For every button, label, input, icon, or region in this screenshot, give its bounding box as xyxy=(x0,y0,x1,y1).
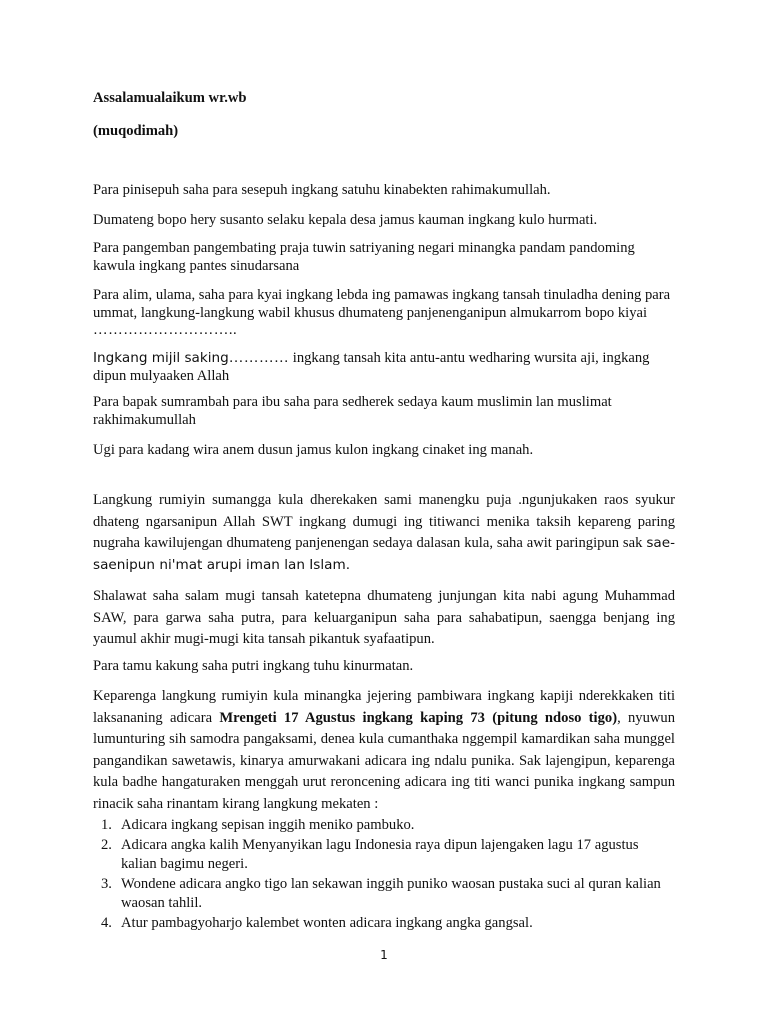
salutation-1: Para pinisepuh saha para sesepuh ingkang satuhu kinabekten rahimakumullah. xyxy=(93,182,551,198)
agenda-intro-paragraph xyxy=(93,686,675,815)
list-item-text: Atur pambagyoharjo kalembet wonten adicara ingkang angka gangsal. xyxy=(121,914,533,931)
list-item-number: 2. xyxy=(101,836,112,853)
list-item-text: Wondene adicara angko tigo lan sekawan inggih puniko waosan pustaka suci al quran kalian waosan tahlil. xyxy=(121,875,661,911)
list-item xyxy=(93,875,675,914)
opening-sans-text: sae-saenipun ni'mat arupi iman lan Islam. xyxy=(93,535,675,573)
kiyai-dots: ……………………….. xyxy=(93,322,238,338)
agenda-intro-post: , nyuwun lumunturing sih samodra pangaksami, denea kula cumanthaka nggempil kamardikan saha munggel pangandikan sawetawis, kinarya amurwakani adicara ing ndalu punika. Sak lajengipun, keparenga kula badhe hangaturaken menggah urut reroncening adicara ing titi wanci punika ingkang sampun rinacik saha rinantam kirang langkung mekaten : xyxy=(93,709,676,812)
list-item-number: 1. xyxy=(101,817,112,833)
greeting: Assalamualaikum wr.wb xyxy=(93,90,247,106)
salutation-6: Ugi para kadang wira anem dusun jamus kulon ingkang cinaket ing manah. xyxy=(93,442,534,458)
event-title: Mrengeti 17 Agustus ingkang kaping 73 (pitung ndoso tigo) xyxy=(219,709,618,726)
salutation-5: Para bapak sumrambah para ibu saha para sedherek sedaya kaum muslimin lan muslimat rakhimakumullah xyxy=(93,394,612,428)
muqodimah-label: (muqodimah) xyxy=(93,123,179,139)
salutation-mijil xyxy=(93,350,675,385)
list-item xyxy=(93,816,675,836)
agenda-intro-pre: Keparenga langkung rumiyin kula minangka jejering pambiwara ingkang kapiji nderekkaken titi laksananing adicara xyxy=(93,688,675,726)
mijil-rest: ingkang tansah kita antu-antu wedharing wursita aji, ingkang dipun mulyaaken Allah xyxy=(93,350,650,384)
salutation-4 xyxy=(93,287,675,340)
agenda-list xyxy=(93,816,675,933)
list-item-text: Adicara angka kalih Menyanyikan lagu Indonesia raya dipun lajengaken lagu 17 agustus kalian bagimu negeri. xyxy=(121,836,639,872)
opening-text: Langkung rumiyin sumangga kula dherekaken sami manengku puja .ngunjukaken raos syukur dhateng ngarsanipun Allah SWT ingkang dumugi ing titiwanci menika taksih kepareng paring nugraha kawilujengan dhumateng panjenengan sedaya dalasan kula, saha awit paringipun sak xyxy=(93,492,675,551)
opening-paragraph xyxy=(93,490,675,576)
list-item-text: Adicara ingkang sepisan inggih meniko pambuko. xyxy=(121,817,415,833)
guests-paragraph: Para tamu kakung saha putri ingkang tuhu kinurmatan. xyxy=(93,658,414,674)
mijil-dots: ………… xyxy=(228,350,290,366)
shalawat-paragraph: Shalawat saha salam mugi tansah katetepna dhumateng junjungan kita nabi agung Muhammad SAW, para garwa saha putra, para keluarganipun saha para sahabatipun, saengga benjang ing yaumul akhir mugi-mugi kita tansah pikantuk syafaatipun. xyxy=(93,588,675,647)
salutation-4-text: Para alim, ulama, saha para kyai ingkang lebda ing pamawas ingkang tansah tinuladha dening para ummat, langkung-langkung wabil khusus dhumateng panjenenganipun almukarrom bopo kiyai xyxy=(93,287,671,321)
list-item-number: 3. xyxy=(101,875,112,892)
list-item xyxy=(93,836,675,875)
list-item xyxy=(93,914,675,934)
salutation-3: Para pangemban pangembating praja tuwin satriyaning negari minangka pandam pandoming kawula ingkang pantes sinudarsana xyxy=(93,240,635,274)
list-item-number: 4. xyxy=(101,914,112,931)
mijil-sans-part: Ingkang mijil saking xyxy=(93,350,229,366)
page-number: 1 xyxy=(380,948,388,962)
salutation-2: Dumateng bopo hery susanto selaku kepala desa jamus kauman ingkang kulo hurmati. xyxy=(93,212,598,228)
